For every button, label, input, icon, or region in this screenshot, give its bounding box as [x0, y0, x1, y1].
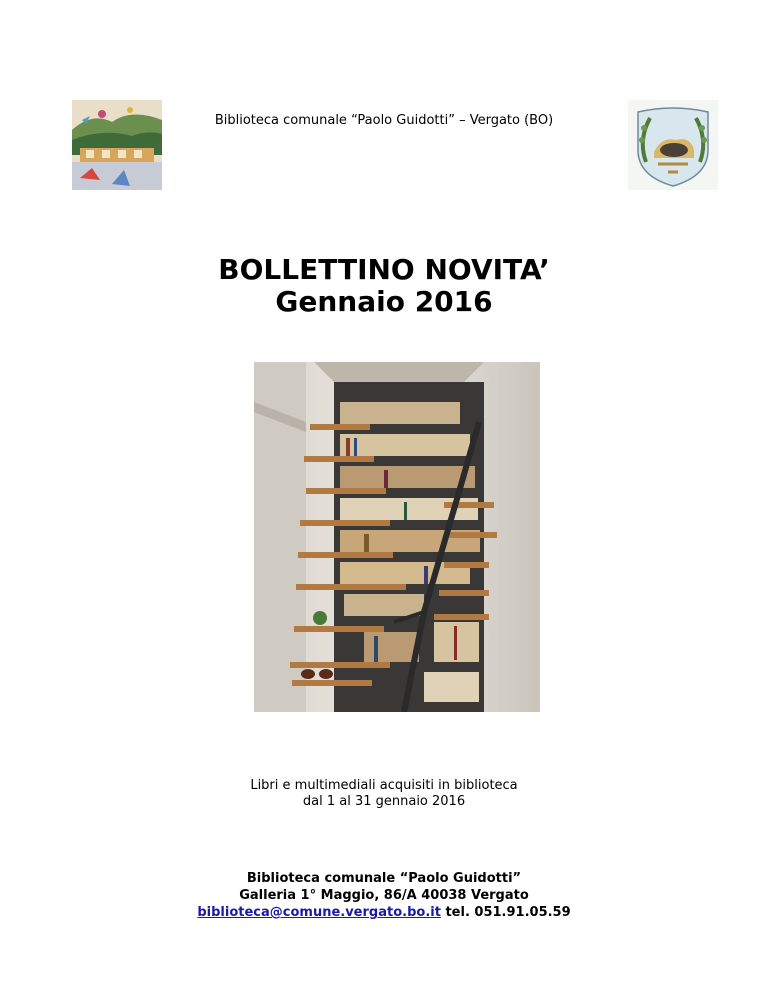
page-title	[0, 254, 768, 318]
phone-number: tel. 051.91.05.59	[445, 905, 571, 920]
footer-library-name: Biblioteca comunale “Paolo Guidotti”	[246, 871, 522, 886]
subtitle-line-1: Libri e multimediali acquisiti in biblioteca	[250, 778, 518, 793]
library-header: Biblioteca comunale “Paolo Guidotti” – Vergato (BO)	[214, 113, 554, 128]
email-link[interactable]: biblioteca@comune.vergato.bo.it	[197, 905, 441, 920]
title-line-1: BOLLETTINO NOVITA’	[218, 253, 550, 286]
footer-address: Galleria 1° Maggio, 86/A 40038 Vergato	[239, 888, 529, 903]
title-line-2: Gennaio 2016	[275, 285, 493, 318]
coat-of-arms-emblem	[628, 100, 718, 190]
subtitle-line-2: dal 1 al 31 gennaio 2016	[302, 794, 466, 809]
footer-contacts	[0, 870, 768, 921]
bookshelf-staircase-photo	[254, 362, 540, 712]
footer-contact-line	[0, 904, 768, 921]
subtitle	[0, 778, 768, 810]
